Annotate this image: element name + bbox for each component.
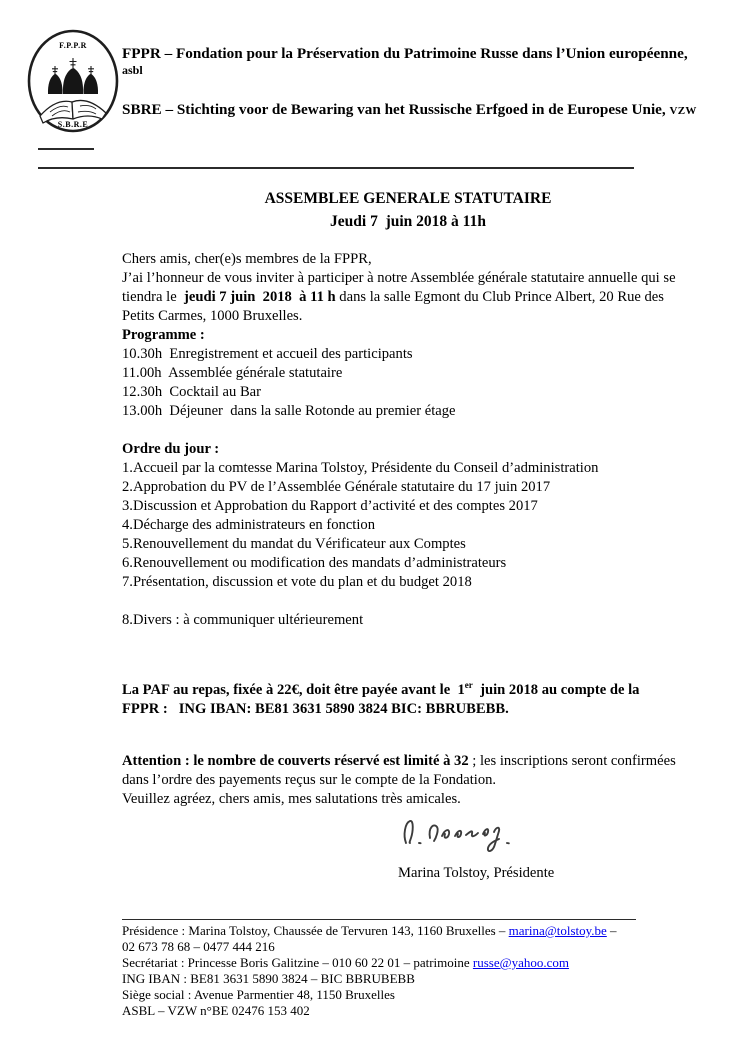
text-segment: 4.Décharge des administrateurs en fonction (122, 517, 376, 533)
text-segment: Chers amis, cher(e)s membres de la FPPR, (122, 251, 372, 267)
text-line (122, 383, 722, 402)
text-line (122, 288, 722, 307)
text-line (122, 573, 722, 592)
text-segment: Secrétariat : Princesse Boris Galitzine – 010 60 22 01 – patrimoine (122, 955, 473, 970)
org-legal-form-nl: VZW (669, 105, 697, 117)
text-segment: 5.Renouvellement du mandat du Vérificateur aux Comptes (122, 536, 466, 552)
email-link[interactable]: marina@tolstoy.be (508, 923, 607, 938)
short-divider (38, 148, 94, 150)
handwritten-signature (398, 812, 538, 860)
text-line (122, 478, 722, 497)
letterhead (122, 44, 722, 121)
text-line (122, 554, 722, 573)
text-line (122, 364, 722, 383)
text-line (122, 700, 722, 720)
text-segment: ; les inscriptions seront confirmées (468, 753, 676, 769)
text-segment: jeudi 7 juin 2018 à 11 h (184, 289, 340, 305)
text-line (122, 269, 722, 288)
text-line (122, 923, 722, 939)
text-segment: 02 673 78 68 – 0477 444 216 (122, 939, 275, 954)
text-line (122, 459, 722, 478)
text-line (122, 326, 722, 345)
text-segment: Présidence : Marina Tolstoy, Chaussée de Tervuren 143, 1160 Bruxelles – (122, 923, 509, 938)
text-line (122, 611, 722, 630)
text-segment: 13.00h Déjeuner dans la salle Rotonde au premier étage (122, 403, 456, 419)
text-segment: La PAF au repas, fixée à 22€, doit être payée avant le 1 (122, 681, 465, 698)
text-segment: tiendra le (122, 289, 184, 305)
text-segment: Programme : (122, 327, 205, 343)
text-segment: juin 2018 au compte de la (472, 681, 640, 698)
text-segment: 7.Présentation, discussion et vote du plan et du budget 2018 (122, 574, 472, 590)
text-line (122, 307, 722, 326)
text-segment: 8.Divers : à communiquer ultérieurement (122, 612, 364, 628)
text-segment: er (464, 680, 473, 690)
document-title-block (122, 188, 694, 232)
org-name-nl-text: SBRE – Stichting voor de Bewaring van het Russische Erfgoed in de Europese Unie, (122, 101, 670, 118)
text-segment: 12.30h Cocktail au Bar (122, 384, 262, 400)
signatory-name: Marina Tolstoy, Présidente (398, 865, 555, 881)
text-segment: 10.30h Enregistrement et accueil des participants (122, 346, 413, 362)
text-line (122, 592, 722, 611)
text-segment: Petits Carmes, 1000 Bruxelles. (122, 308, 303, 324)
logo-image (26, 28, 120, 134)
org-name-nl (122, 100, 722, 121)
signature-scribble-icon (398, 812, 538, 860)
text-line (122, 987, 722, 1003)
text-line (122, 402, 722, 421)
text-line (122, 971, 722, 987)
text-line (122, 421, 722, 440)
text-segment: dans l’ordre des payements reçus sur le compte de la Fondation. (122, 772, 497, 788)
text-line (122, 497, 722, 516)
text-segment: 1.Accueil par la comtesse Marina Tolstoy, Présidente du Conseil d’administration (122, 460, 599, 476)
text-line (122, 440, 722, 459)
text-line (122, 939, 722, 955)
email-link[interactable]: russe@yahoo.com (472, 955, 570, 970)
document-title: ASSEMBLEE GENERALE STATUTAIRE (264, 190, 552, 207)
text-segment: Veuillez agréez, chers amis, mes salutations très amicales. (122, 791, 461, 807)
text-line (122, 752, 722, 771)
text-line (122, 250, 722, 269)
text-segment: ING IBAN : BE81 3631 5890 3824 – BIC BBRUBEBB (122, 971, 415, 986)
body-text (122, 250, 722, 630)
text-line (122, 790, 722, 809)
text-line (122, 535, 722, 554)
text-line (122, 1003, 722, 1019)
footer-contact-info (122, 923, 722, 1019)
text-segment: J’ai l’honneur de vous inviter à participer à notre Assemblée générale statutaire annuelle qui se (122, 270, 676, 286)
text-segment: Attention : le nombre de couverts réservé est limité à 32 (122, 753, 469, 769)
text-segment: 11.00h Assemblée générale statutaire (122, 365, 343, 381)
org-name-fr: FPPR – Fondation pour la Préservation du Patrimoine Russe dans l’Union européenne, (122, 45, 688, 62)
text-segment: – (606, 923, 617, 938)
text-segment: 2.Approbation du PV de l’Assemblée Générale statutaire du 17 juin 2017 (122, 479, 551, 495)
text-segment: dans la salle Egmont du Club Prince Albert, 20 Rue des (339, 289, 664, 305)
org-legal-form: asbl (122, 63, 143, 77)
text-segment: 6.Renouvellement ou modification des mandats d’administrateurs (122, 555, 507, 571)
header-divider (38, 167, 634, 169)
fppr-sbre-logo (26, 28, 120, 134)
text-line (122, 345, 722, 364)
text-segment: ASBL – VZW n°BE 02476 153 402 (122, 1003, 310, 1018)
attention-paragraph (122, 752, 722, 809)
document-subtitle-date: Jeudi 7 juin 2018 à 11h (330, 213, 486, 230)
footer-divider (122, 919, 636, 920)
text-line (122, 771, 722, 790)
logo-top-text: F.P.P.R (59, 41, 87, 50)
text-line (122, 516, 722, 535)
text-segment: 3.Discussion et Approbation du Rapport d’activité et des comptes 2017 (122, 498, 538, 514)
text-line (122, 676, 722, 700)
text-segment: FPPR : ING IBAN: BE81 3631 5890 3824 BIC: BBRUBEBB. (122, 701, 509, 718)
payment-info-paragraph (122, 676, 722, 720)
logo-bottom-text: S.B.R.E (57, 120, 89, 129)
text-segment: Ordre du jour : (122, 441, 220, 457)
text-line (122, 955, 722, 971)
text-segment: Siège social : Avenue Parmentier 48, 1150 Bruxelles (122, 987, 395, 1002)
